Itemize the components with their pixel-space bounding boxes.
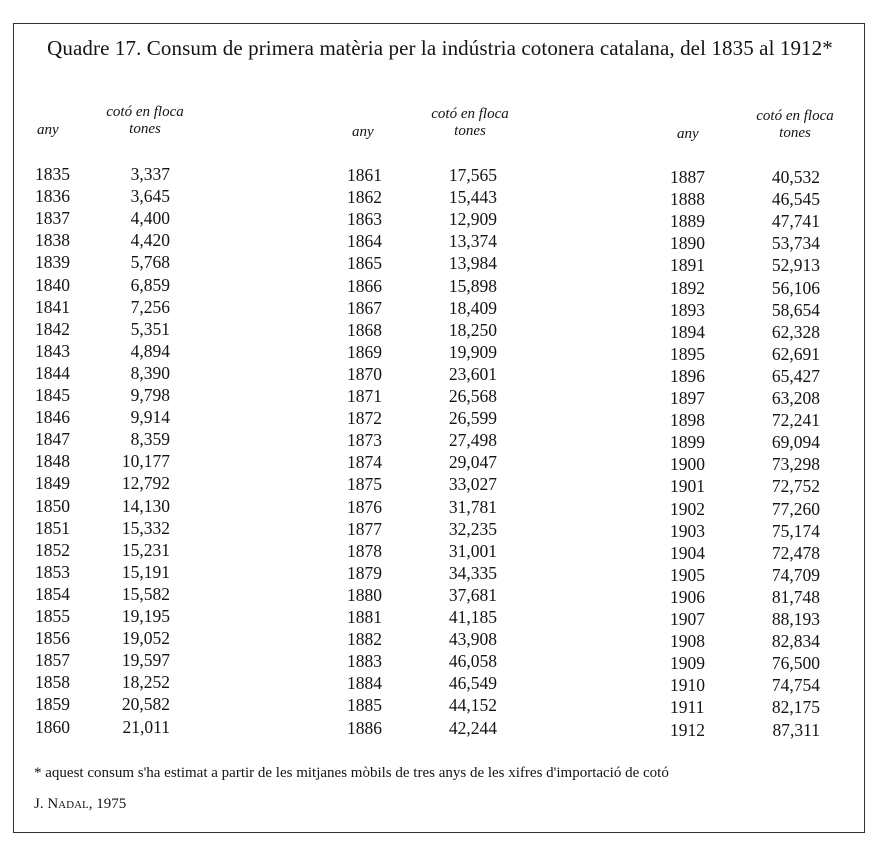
header-any-col2: any [352,124,374,140]
tones-cell: 76,500 [771,653,820,674]
header-tones-col1: tones [129,121,161,137]
year-cell: 1883 [347,651,382,672]
tones-cell: 46,549 [448,673,497,694]
year-cell: 1866 [347,275,382,296]
tones-cell: 18,252 [121,672,170,693]
year-cell: 1873 [347,430,382,451]
year-cell: 1884 [347,673,382,694]
tones-cell: 14,130 [121,495,170,516]
tones-cell: 4,420 [130,230,170,251]
table-row [670,696,820,718]
year-cell: 1896 [670,365,705,386]
year-cell: 1910 [670,675,705,696]
tones-cell: 19,195 [121,606,170,626]
source-author-initial: J. [34,796,48,812]
year-cell: 1844 [35,362,70,383]
year-cell: 1911 [670,697,705,718]
year-cell: 1878 [347,540,382,561]
tones-cell: 15,443 [448,187,497,208]
tones-cell: 58,654 [771,299,820,320]
table-row [35,649,170,671]
year-cell: 1880 [347,584,382,605]
header-tones-col2: tones [454,123,486,139]
year-cell: 1898 [670,410,705,431]
table-row [670,409,820,431]
source-year: , 1975 [88,796,127,812]
table-row [347,275,497,297]
year-cell: 1907 [670,609,705,629]
year-cell: 1872 [347,408,382,429]
table-row [35,274,170,296]
tones-cell: 41,185 [448,607,497,627]
year-cell: 1889 [670,211,705,232]
year-cell: 1882 [347,629,382,650]
year-cell: 1868 [347,319,382,340]
year-cell: 1852 [35,539,70,560]
table-row [347,650,497,672]
tones-cell: 4,894 [130,340,170,361]
table-row [35,362,170,384]
tones-cell: 72,241 [771,410,820,431]
tones-cell: 77,260 [771,498,820,519]
table-row [347,496,497,518]
year-cell: 1851 [35,517,70,538]
year-cell: 1888 [670,189,705,210]
tones-cell: 69,094 [771,432,820,453]
tones-cell: 26,599 [448,408,497,429]
source-citation [34,795,126,813]
table-row [347,363,497,385]
year-cell: 1900 [670,454,705,475]
table-row [670,277,820,299]
year-cell: 1840 [35,274,70,295]
tones-cell: 63,208 [771,388,820,408]
header-tones-col3: tones [779,125,811,141]
table-row [670,608,820,630]
tones-cell: 19,597 [121,650,170,671]
tones-cell: 75,174 [771,520,820,541]
tones-cell: 32,235 [448,518,497,539]
year-cell: 1893 [670,299,705,320]
tones-cell: 26,568 [448,386,497,406]
tones-cell: 15,231 [121,539,170,560]
table-row [347,473,497,495]
table-row [347,672,497,694]
tones-cell: 9,798 [130,385,170,405]
year-cell: 1865 [347,253,382,274]
table-row [670,652,820,674]
tones-cell: 5,351 [130,318,170,339]
tones-cell: 10,177 [121,451,170,472]
table-row [347,164,497,186]
table-row [347,562,497,584]
tones-cell: 44,152 [448,695,497,716]
tones-cell: 62,328 [771,321,820,342]
tones-cell: 46,545 [771,189,820,210]
year-cell: 1887 [670,167,705,187]
year-cell: 1906 [670,586,705,607]
tones-cell: 88,193 [771,609,820,629]
table-row [670,188,820,210]
year-cell: 1895 [670,343,705,364]
tones-cell: 52,913 [771,255,820,276]
header-coto-col1: cotó en floca [106,104,184,120]
table-row [347,451,497,473]
table-row [347,518,497,540]
year-cell: 1842 [35,318,70,339]
table-row [347,540,497,562]
table-row [35,627,170,649]
year-cell: 1843 [35,340,70,361]
table-row [35,185,170,207]
tones-cell: 5,768 [130,252,170,273]
tones-cell: 3,645 [130,186,170,207]
tones-cell: 73,298 [771,454,820,475]
table-row [670,453,820,475]
tones-cell: 82,834 [771,631,820,652]
year-cell: 1891 [670,255,705,276]
footnote: * aquest consum s'ha estimat a partir de les mitjanes mòbils de tres anys de les xifres d'importació de cotó [34,765,669,781]
table-row [670,387,820,409]
tones-cell: 65,427 [771,365,820,386]
tones-cell: 18,409 [448,297,497,318]
year-cell: 1890 [670,233,705,254]
table-row [670,564,820,586]
table-row [347,606,497,628]
year-cell: 1841 [35,296,70,317]
table-row [670,586,820,608]
tones-cell: 74,709 [771,564,820,585]
tones-cell: 21,011 [122,716,170,737]
tones-cell: 53,734 [771,233,820,254]
table-row [670,210,820,232]
table-row [35,693,170,715]
table-row [35,561,170,583]
table-row [35,583,170,605]
year-cell: 1905 [670,564,705,585]
year-cell: 1838 [35,230,70,251]
table-row [670,166,820,188]
tones-cell: 8,359 [130,429,170,450]
table-row [35,671,170,693]
table-row [35,716,170,738]
year-cell: 1909 [670,653,705,674]
header-any-col3: any [677,126,699,142]
table-row [35,495,170,517]
table-row [670,475,820,497]
header-coto-col2: cotó en floca [431,106,509,122]
table-row [35,406,170,428]
year-cell: 1853 [35,561,70,582]
year-cell: 1845 [35,385,70,405]
table-row [347,385,497,407]
tones-cell: 47,741 [771,211,820,232]
year-cell: 1864 [347,231,382,252]
tones-cell: 15,191 [121,561,170,582]
table-row [670,254,820,276]
tones-cell: 17,565 [448,165,497,185]
table-row [35,428,170,450]
year-cell: 1874 [347,452,382,473]
table-row [347,584,497,606]
year-cell: 1904 [670,542,705,563]
tones-cell: 31,781 [448,496,497,517]
tones-cell: 19,052 [121,628,170,649]
tones-cell: 33,027 [448,474,497,495]
year-cell: 1908 [670,631,705,652]
tones-cell: 7,256 [130,296,170,317]
table-row [35,251,170,273]
header-any-col1: any [37,122,59,138]
year-cell: 1903 [670,520,705,541]
year-cell: 1854 [35,583,70,604]
table-row [347,694,497,716]
year-cell: 1862 [347,187,382,208]
year-cell: 1857 [35,650,70,671]
tones-cell: 15,332 [121,517,170,538]
year-cell: 1899 [670,432,705,453]
year-cell: 1894 [670,321,705,342]
year-cell: 1886 [347,717,382,738]
tones-cell: 43,908 [448,629,497,650]
year-cell: 1839 [35,252,70,273]
table-row [35,229,170,251]
year-cell: 1863 [347,209,382,230]
table-row [347,628,497,650]
tones-cell: 42,244 [448,717,497,738]
table-row [347,230,497,252]
table-row [35,539,170,561]
year-cell: 1860 [35,716,70,737]
tones-cell: 13,374 [448,231,497,252]
table-row [35,340,170,362]
table-row [670,299,820,321]
year-cell: 1850 [35,495,70,516]
year-cell: 1897 [670,388,705,408]
tones-cell: 40,532 [771,167,820,187]
table-row [670,520,820,542]
table-row [347,252,497,274]
year-cell: 1875 [347,474,382,495]
table-row [35,450,170,472]
year-cell: 1912 [670,719,705,740]
year-cell: 1836 [35,186,70,207]
tones-cell: 81,748 [771,586,820,607]
year-cell: 1881 [347,607,382,627]
table-row [347,208,497,230]
year-cell: 1855 [35,606,70,626]
table-row [670,498,820,520]
table-row [35,318,170,340]
table-row [347,341,497,363]
source-author-surname: Nadal [47,796,89,812]
table-row [35,207,170,229]
table-row [35,296,170,318]
tones-cell: 29,047 [448,452,497,473]
year-cell: 1861 [347,165,382,185]
year-cell: 1870 [347,363,382,384]
tones-cell: 27,498 [448,430,497,451]
tones-cell: 20,582 [121,694,170,715]
tones-cell: 12,792 [121,473,170,494]
table-row [35,605,170,627]
tones-cell: 15,898 [448,275,497,296]
table-row [35,384,170,406]
tones-cell: 12,909 [448,209,497,230]
tones-cell: 18,250 [448,319,497,340]
tones-cell: 23,601 [448,363,497,384]
year-cell: 1876 [347,496,382,517]
table-row [670,232,820,254]
table-row [670,674,820,696]
tones-cell: 56,106 [771,277,820,298]
year-cell: 1885 [347,695,382,716]
table-row [347,186,497,208]
table-row [670,630,820,652]
table-row [670,343,820,365]
year-cell: 1877 [347,518,382,539]
tones-cell: 37,681 [448,584,497,605]
table-row [35,517,170,539]
tones-cell: 62,691 [771,343,820,364]
table-row [347,297,497,319]
tones-cell: 9,914 [130,407,170,428]
tones-cell: 72,478 [771,542,820,563]
year-cell: 1847 [35,429,70,450]
table-row [670,719,820,741]
table-row [670,321,820,343]
year-cell: 1849 [35,473,70,494]
year-cell: 1901 [670,476,705,497]
year-cell: 1848 [35,451,70,472]
table-title: Quadre 17. Consum de primera matèria per la indústria cotonera catalana, del 1835 al 1912* [47,36,833,60]
year-cell: 1856 [35,628,70,649]
year-cell: 1879 [347,562,382,583]
year-cell: 1869 [347,341,382,362]
year-cell: 1902 [670,498,705,519]
tones-cell: 8,390 [130,362,170,383]
tones-cell: 13,984 [448,253,497,274]
tones-cell: 15,582 [121,583,170,604]
tones-cell: 6,859 [130,274,170,295]
table-row [347,319,497,341]
tones-cell: 3,337 [130,164,170,184]
tones-cell: 82,175 [771,697,820,718]
table-row [347,717,497,739]
year-cell: 1867 [347,297,382,318]
tones-cell: 4,400 [130,208,170,229]
tones-cell: 87,311 [772,719,820,740]
tones-cell: 74,754 [771,675,820,696]
tones-cell: 19,909 [448,341,497,362]
year-cell: 1835 [35,164,70,184]
table-row [670,431,820,453]
table-row [35,163,170,185]
year-cell: 1892 [670,277,705,298]
year-cell: 1871 [347,386,382,406]
table-row [347,407,497,429]
tones-cell: 46,058 [448,651,497,672]
table-row [670,542,820,564]
table-row [347,429,497,451]
tones-cell: 72,752 [771,476,820,497]
year-cell: 1859 [35,694,70,715]
table-row [670,365,820,387]
table-row [35,472,170,494]
tones-cell: 34,335 [448,562,497,583]
year-cell: 1846 [35,407,70,428]
header-coto-col3: cotó en floca [756,108,834,124]
year-cell: 1858 [35,672,70,693]
tones-cell: 31,001 [448,540,497,561]
year-cell: 1837 [35,208,70,229]
